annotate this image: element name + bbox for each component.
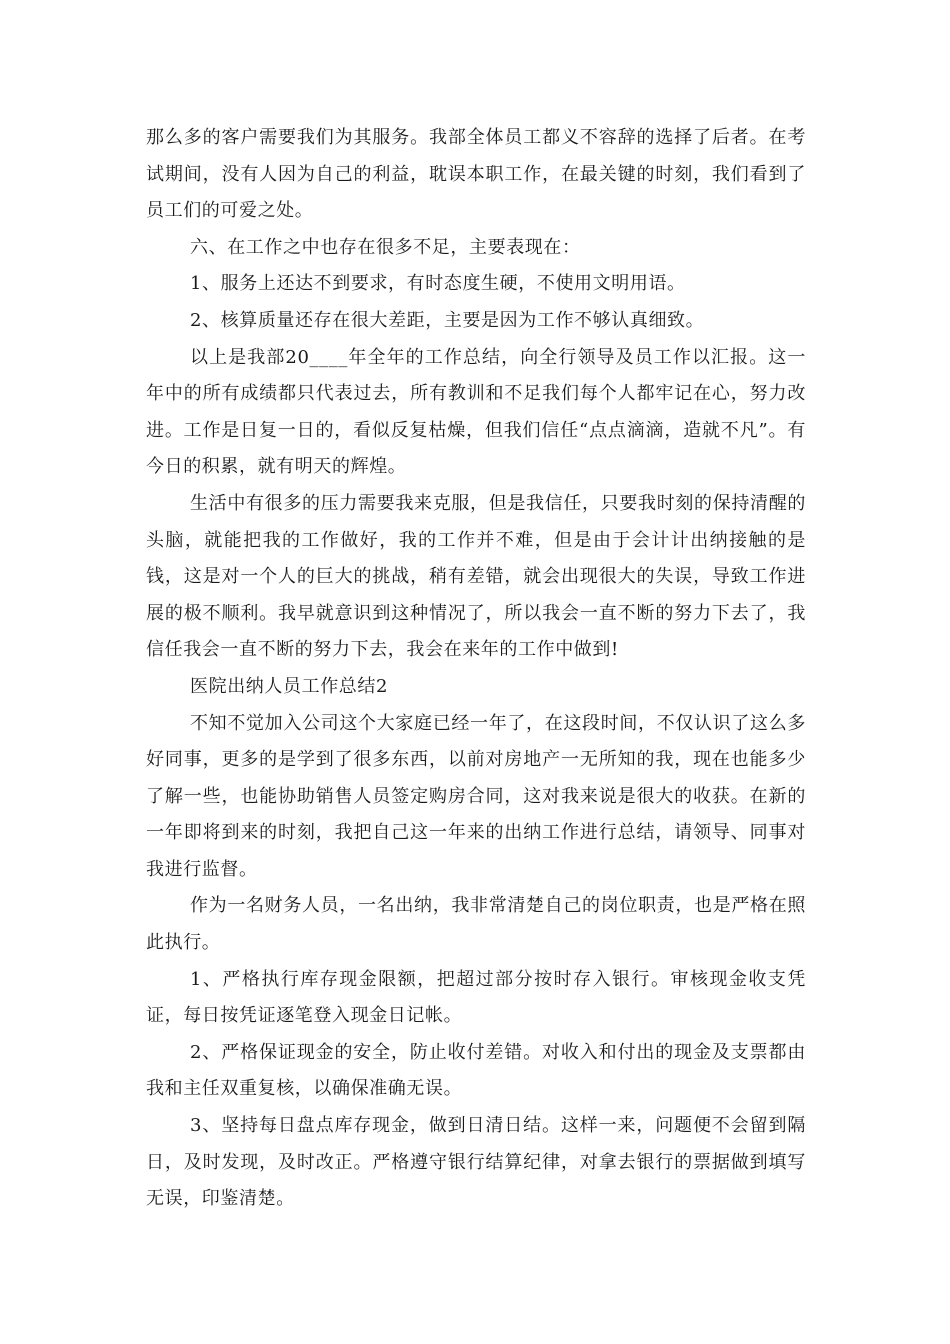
paragraph-4: 2、核算质量还存在很大差距，主要是因为工作不够认真细致。 xyxy=(190,309,705,331)
paragraph-6: 生活中有很多的压力需要我来克服，但是我信任，只要我时刻的保持清醒的头脑，就能把我的工作做好，我的工作并不难，但是由于会计计出纳接触的是钱，这是对一个人的巨大的挑战，稍有差错，就会出现很大的失误，导致工作进展的极不顺利。我早就意识到这种情况了，所以我会一直不断的努力下去了，我信任我会一直不断的努力下去，我会在来年的工作中做到! xyxy=(146,492,806,661)
paragraph-5: 以上是我部20____年全年的工作总结，向全行领导及员工作以汇报。这一年中的所有成绩都只代表过去，所有教训和不足我们每个人都牢记在心，努力改进。工作是日复一日的，看似反复枯燥，但我们信任“点点滴滴，造就不凡”。有今日的积累，就有明天的辉煌。 xyxy=(146,346,806,478)
paragraph-1: 那么多的客户需要我们为其服务。我部全体员工都义不容辞的选择了后者。在考试期间，没有人因为自己的利益，耽误本职工作，在最关键的时刻，我们看到了员工们的可爱之处。 xyxy=(146,127,806,222)
paragraph-12: 3、坚持每日盘点库存现金，做到日清日结。这样一来，问题便不会留到隔日，及时发现，及时改正。严格遵守银行结算纪律，对拿去银行的票据做到填写无误，印鉴清楚。 xyxy=(146,1115,806,1210)
paragraph-2: 六、在工作之中也存在很多不足，主要表现在： xyxy=(190,236,581,258)
paragraph-9: 作为一名财务人员，一名出纳，我非常清楚自己的岗位职责，也是严格在照此执行。 xyxy=(146,895,806,954)
section-heading: 医院出纳人员工作总结2 xyxy=(190,675,389,697)
paragraph-3: 1、服务上还达不到要求，有时态度生硬，不使用文明用语。 xyxy=(190,273,686,295)
paragraph-10: 1、严格执行库存现金限额，把超过部分按时存入银行。审核现金收支凭证，每日按凭证逐笔登入现金日记帐。 xyxy=(146,968,806,1027)
paragraph-8: 不知不觉加入公司这个大家庭已经一年了，在这段时间，不仅认识了这么多好同事，更多的是学到了很多东西，以前对房地产一无所知的我，现在也能多少了解一些，也能协助销售人员签定购房合同，这对我来说是很大的收获。在新的一年即将到来的时刻，我把自己这一年来的出纳工作进行总结，请领导、同事对我进行监督。 xyxy=(146,712,806,880)
paragraph-11: 2、严格保证现金的安全，防止收付差错。对收入和付出的现金及支票都由我和主任双重复核，以确保准确无误。 xyxy=(146,1041,806,1100)
document-body xyxy=(146,120,806,1218)
